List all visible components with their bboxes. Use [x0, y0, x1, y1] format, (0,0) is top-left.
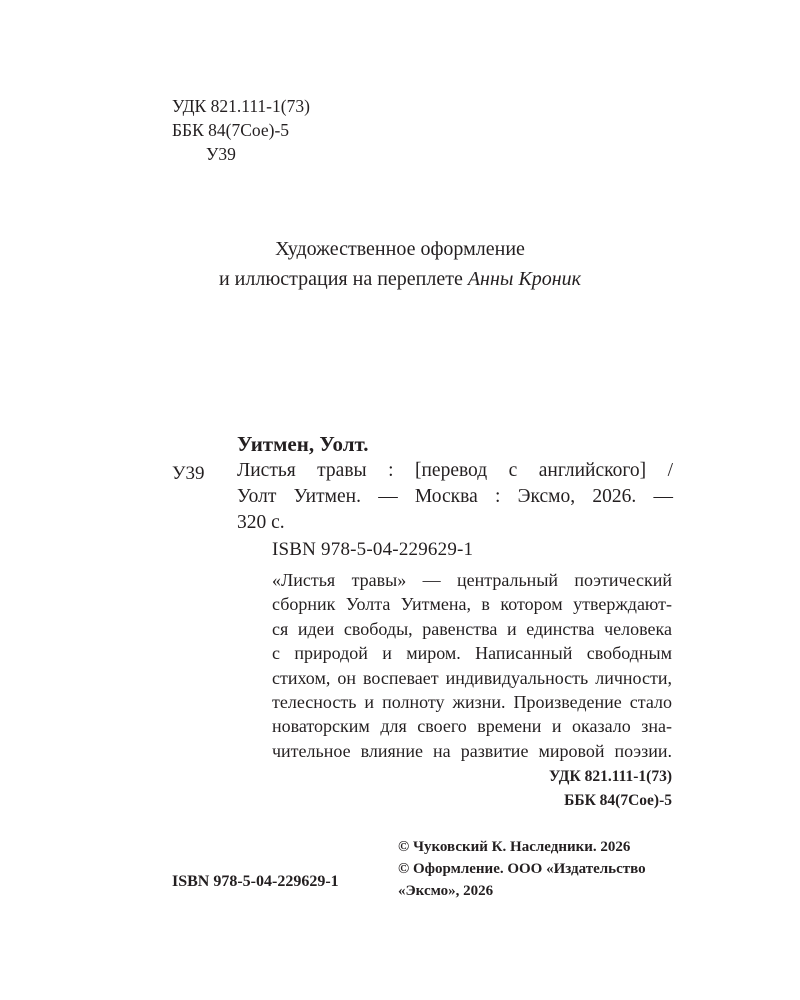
annotation-line: телесность и полноту жизни. Произведение стало — [272, 692, 672, 713]
annotation-line: стихом, он воспевает индивидуальность личности, — [272, 667, 672, 688]
annotation-line: ся идеи свободы, равенства и единства человека — [272, 618, 672, 639]
biblio-line: Листья травы : [перевод с английского] / — [237, 460, 673, 481]
copyright-line: © Оформление. ООО «Издательство — [398, 861, 646, 877]
annotation-line: чительное влияние на развитие мировой поэзии. — [272, 740, 672, 761]
annotation-line: сборник Уолта Уитмена, в котором утверждают- — [272, 594, 672, 615]
entry-isbn: ISBN 978-5-04-229629-1 — [272, 539, 474, 560]
biblio-line: 320 с. — [237, 512, 285, 533]
credits-line-2 — [0, 264, 800, 294]
design-credits — [0, 234, 800, 294]
artist-name: Анны Кроник — [467, 268, 582, 290]
entry-author: Уитмен, Уолт. — [237, 432, 369, 456]
copyright-line: © Чуковский К. Наследники. 2026 — [398, 839, 631, 855]
copyright-notice — [398, 836, 646, 902]
bibliographic-description — [237, 458, 673, 536]
copyright-line: «Эксмо», 2026 — [398, 883, 494, 899]
credits-line-1: Художественное оформление — [275, 238, 525, 260]
author-mark: У39 — [206, 144, 236, 164]
udk-code: УДК 821.111-1(73) — [172, 96, 310, 116]
isbn-bottom: ISBN 978-5-04-229629-1 — [172, 873, 339, 890]
udk-code: УДК 821.111-1(73) — [549, 768, 672, 785]
annotation-line: с природой и миром. Написанный свободным — [272, 643, 672, 664]
entry-author-mark: У39 — [172, 463, 205, 484]
credits-line-2-text: и иллюстрация на переплете — [218, 268, 468, 290]
annotation-line: «Листья травы» — центральный поэтический — [272, 570, 672, 590]
bbk-code: ББК 84(7Сое)-5 — [172, 120, 290, 140]
biblio-line: Уолт Уитмен. — Москва : Эксмо, 2026. — — [237, 486, 673, 507]
annotation — [272, 568, 672, 763]
classification-codes-bottom — [520, 765, 672, 813]
bbk-code: ББК 84(7Сое)-5 — [564, 792, 672, 809]
annotation-line: новаторским для своего времени и оказало зна- — [272, 716, 672, 737]
classification-codes-top — [172, 94, 310, 166]
